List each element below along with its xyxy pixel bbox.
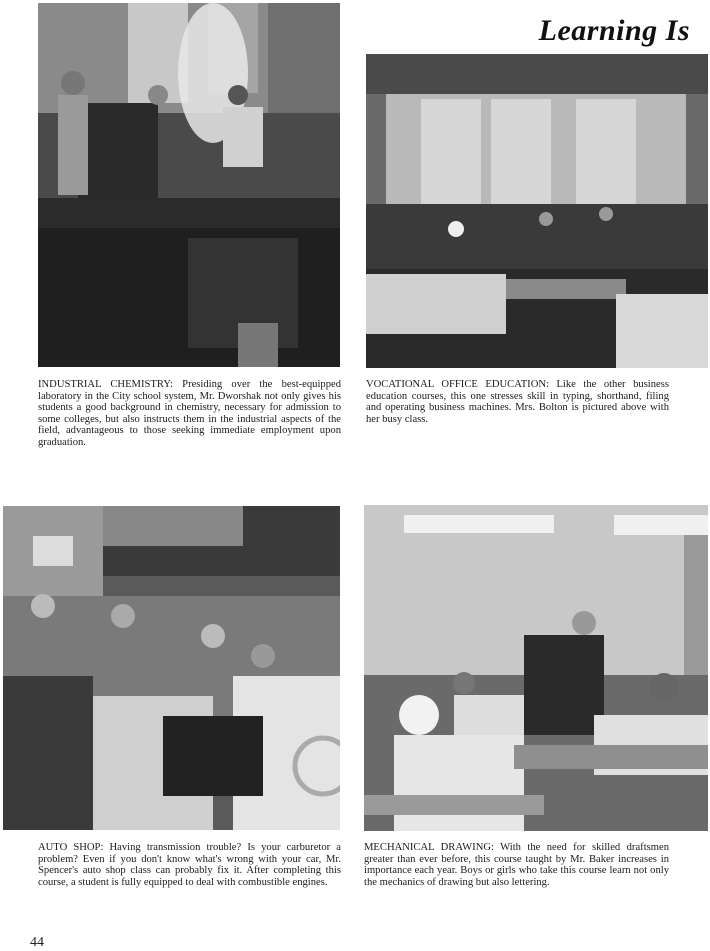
mechanical-drawing-photo — [364, 505, 708, 831]
chemistry-lab-photo — [38, 3, 340, 367]
page-heading: Learning Is — [538, 14, 690, 47]
page-number: 44 — [30, 935, 44, 950]
auto-shop-caption: AUTO SHOP: Having transmission trouble? Is your carburetor a problem? Even if you don't know what's wrong with your car, Mr. Spencer's auto shop class can probably fix it. After completing this course, a student is fully equipped to deal with combustible engines. — [38, 842, 341, 888]
auto-shop-photo — [3, 506, 340, 830]
office-caption: VOCATIONAL OFFICE EDUCATION: Like the other business education courses, this one stresses skill in typing, shorthand, filing and operating business machines. Mrs. Bolton is pictured above with her busy class. — [366, 379, 669, 425]
chemistry-caption: INDUSTRIAL CHEMISTRY: Presiding over the best-equipped laboratory in the City school system, Mr. Dworshak not only gives his students a good background in chemistry, necessary for admission to some colleges, but also instructs them in the industrial aspects of the field, advantageous to those seeking immediate employment upon graduation. — [38, 379, 341, 448]
office-classroom-photo — [366, 54, 708, 368]
mechanical-drawing-caption: MECHANICAL DRAWING: With the need for skilled draftsmen greater than ever before, this course taught by Mr. Baker increases in importance each year. Boys or girls who take this course learn not only the mechanics of drawing but also lettering. — [364, 842, 669, 888]
